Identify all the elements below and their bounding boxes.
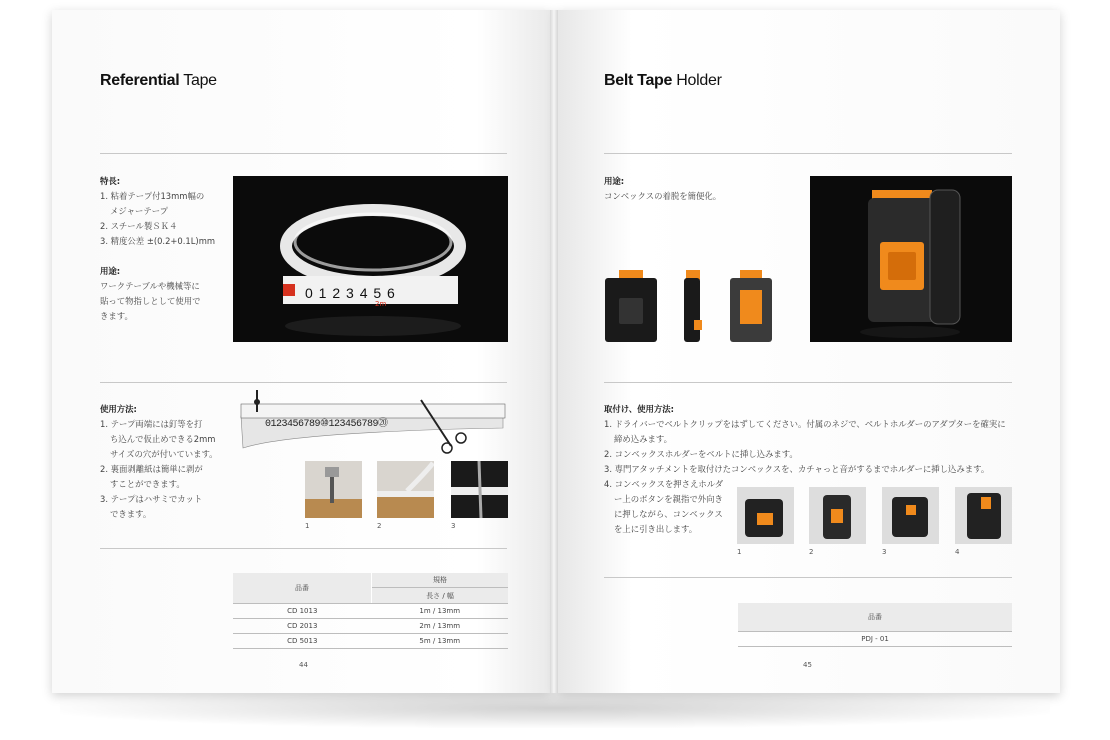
mount-step-photo-3: [882, 487, 939, 544]
col-subheader-spec: 長さ / 幅: [372, 588, 509, 604]
col-header-code: 品番: [233, 573, 372, 604]
col-header-code: 品番: [738, 603, 1012, 632]
mount-line: 4. コンベックスを押さえホルダ: [604, 479, 724, 489]
page-title-right: [604, 72, 722, 90]
step-number: 2: [377, 522, 382, 530]
table-row: [233, 619, 508, 634]
feature-line: 1. 粘着テープ付13mm幅の: [100, 191, 205, 201]
mount-step4-block: [604, 477, 734, 537]
step-number: 1: [737, 548, 742, 556]
feature-line: 2. スチール製ＳＫ４: [100, 221, 178, 231]
tape-mark: 2m: [375, 300, 387, 308]
divider: [100, 382, 507, 383]
page-number-left: 44: [299, 661, 308, 669]
mount-step-photo-4: [955, 487, 1012, 544]
page-number-right: 45: [803, 661, 812, 669]
step-photo-2: [377, 461, 434, 518]
holder-front-image: [603, 270, 659, 342]
mount-step-photo-2: [809, 487, 866, 544]
table-cell: 1m / 13mm: [372, 604, 509, 619]
method-line: 2. 裏面剥離紙は簡単に剥が: [100, 464, 203, 474]
divider: [604, 382, 1012, 383]
divider: [100, 153, 507, 154]
table-cell: PDJ - 01: [738, 632, 1012, 647]
spec-table-right: [738, 603, 1012, 647]
table-cell: CD 5013: [233, 634, 372, 649]
usage-line: ワークテーブルや機械等に: [100, 281, 200, 291]
step-number: 4: [955, 548, 960, 556]
table-row: [233, 634, 508, 649]
spec-table-left: [233, 573, 508, 649]
divider: [604, 577, 1012, 578]
usage-line: きます。: [100, 311, 133, 321]
feature-line: メジャーテープ: [110, 206, 169, 216]
title-bold: Referential: [100, 72, 180, 89]
title-bold: Belt Tape: [604, 72, 673, 89]
method-line: 3. テープはハサミでカット: [100, 494, 203, 504]
step-number: 3: [882, 548, 887, 556]
mount-line: 1. ドライバーでベルトクリップをはずしてください。付属のネジで、ベルトホルダーのアダプターを確実に: [604, 419, 1006, 429]
step-number: 2: [809, 548, 814, 556]
table-cell: CD 1013: [233, 604, 372, 619]
mount-line: ー上のボタンを親指で外向き: [614, 494, 723, 504]
holder-side-image: [680, 270, 706, 342]
holder-back-image: [728, 270, 774, 342]
mount-line: に押しながら、コンベックス: [614, 509, 723, 519]
title-light: Tape: [183, 72, 217, 89]
method-line: ち込んで仮止めできる2mm: [110, 434, 216, 444]
holder-back-illustration: [728, 270, 774, 342]
mount-step-illustration: [809, 487, 866, 544]
table-row: [233, 604, 508, 619]
mount-block: [604, 402, 1014, 477]
right-usage-block: [604, 174, 784, 204]
col-header-spec: 規格: [372, 573, 509, 588]
method-line: サイズの穴が付いています。: [110, 449, 218, 459]
mount-line: 締め込みます。: [614, 434, 672, 444]
step-photo-1: [305, 461, 362, 518]
usage-line: 貼って物指しとして使用で: [100, 296, 201, 306]
table-cell: 2m / 13mm: [372, 619, 509, 634]
method-line: できます。: [110, 509, 152, 519]
title-light: Holder: [676, 72, 722, 89]
mount-line: 3. 専門アタッチメントを取付けたコンベックスを、カチャっと音がするまでホルダーに挿し込みます。: [604, 464, 990, 474]
ruler-digits: 0123456789⑩123456789⑳: [265, 419, 388, 430]
mount-line: を上に引き出します。: [614, 524, 698, 534]
table-row: [738, 632, 1012, 647]
peel-step-photo: [377, 461, 434, 518]
features-block: [100, 174, 225, 324]
page-right: [556, 10, 1060, 693]
holder-product-photo: [810, 176, 1012, 342]
step-number: 3: [451, 522, 456, 530]
divider: [100, 548, 507, 549]
tape-product-photo: [233, 176, 508, 342]
usage-heading: 用途:: [604, 176, 625, 186]
holder-front-illustration: [603, 270, 659, 342]
features-heading: 特長:: [100, 176, 121, 186]
usage-line: コンベックスの着脱を簡便化。: [604, 191, 722, 201]
method-line: すことができます。: [110, 479, 185, 489]
table-cell: CD 2013: [233, 619, 372, 634]
tape-coil-illustration: [233, 176, 508, 342]
book-shadow: [60, 688, 1050, 728]
table-cell: 5m / 13mm: [372, 634, 509, 649]
mount-line: 2. コンベックスホルダーをベルトに挿し込みます。: [604, 449, 798, 459]
hammer-step-photo: [305, 461, 362, 518]
method-line: 1. テープ両端には釘等を打: [100, 419, 203, 429]
tape-digits: 0 1 2 3 4 5 6: [305, 285, 396, 301]
holder-large-illustration: [810, 176, 1012, 342]
ruler-illustration: [233, 388, 508, 460]
mount-step-photo-1: [737, 487, 794, 544]
holder-side-illustration: [680, 270, 706, 342]
usage-heading: 用途:: [100, 266, 121, 276]
method-heading: 使用方法:: [100, 404, 137, 414]
cut-step-photo: [451, 461, 508, 518]
book-gutter: [550, 10, 558, 693]
step-photo-3: [451, 461, 508, 518]
method-block: [100, 402, 228, 522]
divider: [604, 153, 1012, 154]
mount-step-illustration: [955, 487, 1012, 544]
page-title-left: [100, 72, 217, 90]
mount-step-illustration: [882, 487, 939, 544]
mount-heading: 取付け、使用方法:: [604, 404, 675, 414]
feature-line: 3. 精度公差 ±(0.2+0.1L)mm: [100, 236, 216, 246]
step-number: 1: [305, 522, 310, 530]
mount-step-illustration: [737, 487, 794, 544]
